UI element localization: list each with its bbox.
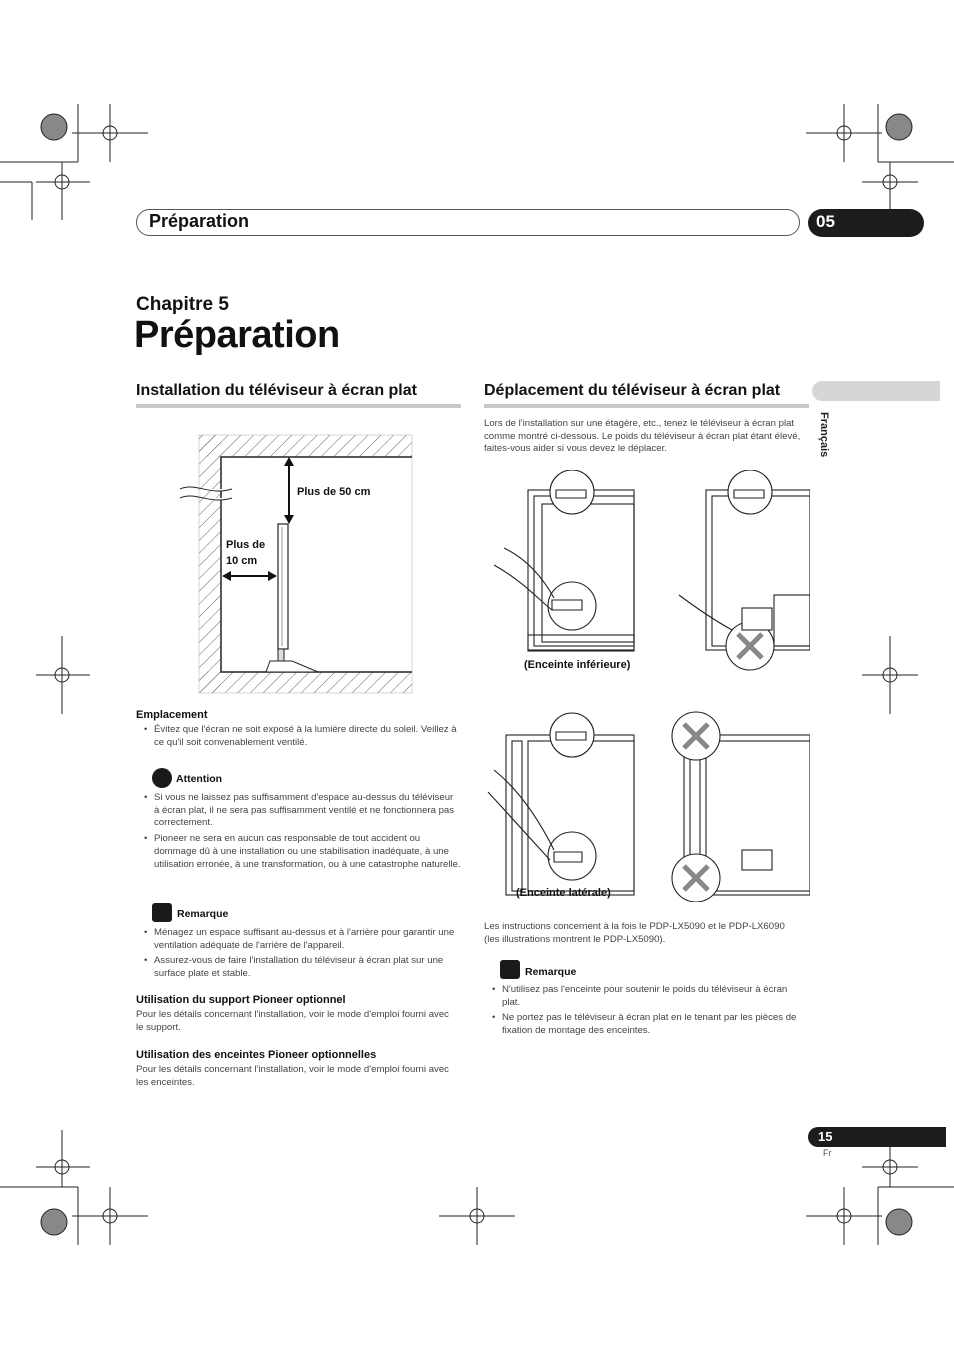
speakers-text: Pour les détails concernant l'installation, voir le mode d'emploi fourni avec les enceintes. <box>136 1064 449 1088</box>
list-item: • Assurez-vous de faire l'installation du téléviseur à écran plat sur une surface plate et stable. <box>136 955 461 980</box>
label-side-clearance-1: Plus de <box>226 539 266 551</box>
remarque-block-right <box>500 960 520 984</box>
section-title-deplacement: Déplacement du téléviseur à écran plat <box>484 382 781 399</box>
list-item: • Évitez que l'écran ne soit exposé à la lumière directe du soleil. Veillez à ce qu'il soit convenablement ventilé. <box>136 724 461 749</box>
list-item: • Si vous ne laissez pas suffisamment d'espace au-dessus du téléviseur à écran plat, il ne sera pas suffisamment ventilé et ne fonctionnera pas correctement. <box>136 792 461 830</box>
list-item: • Pioneer ne sera en aucun cas responsable de tout accident ou dommage dû à une installation ou une stabilisation inadéquate, à une utilisation erronée, à une transformation, ou à une catastrophe naturelle. <box>136 833 461 871</box>
chapter-number: 05 <box>816 212 835 231</box>
list-item: • N'utilisez pas l'enceinte pour soutenir le poids du téléviseur à écran plat. <box>484 984 804 1009</box>
support-text: Pour les détails concernant l'installation, voir le mode d'emploi fourni avec le support. <box>136 1009 449 1033</box>
page-number: 15 <box>818 1129 833 1144</box>
list-item: • Ménagez un espace suffisant au-dessus et à l'arrière pour garantir une ventilation adéquate de l'arrière de l'appareil. <box>136 927 461 952</box>
intro-text: Lors de l'installation sur une étagère, etc., tenez le téléviseur à écran plat comme montré ci-dessous. Le poids du téléviseur à écran plat étant élevé, faites-vous aider si vous devez le déplacer. <box>484 418 801 455</box>
models-note: Les instructions concernent à la fois le PDP-LX5090 et le PDP-LX6090 (les illustrations montrent le PDP-LX5090). <box>484 921 785 945</box>
page-lang-code: Fr <box>823 1148 832 1158</box>
label-top-clearance: Plus de 50 cm <box>297 486 371 498</box>
remarque-list-right <box>484 984 804 1041</box>
emplacement-heading: Emplacement <box>136 709 208 721</box>
section-title-installation: Installation du téléviseur à écran plat <box>136 382 417 399</box>
installation-diagram <box>180 432 415 697</box>
section-rule <box>484 404 809 408</box>
page-title: Préparation <box>134 314 340 356</box>
chapter-label: Chapitre 5 <box>136 294 229 315</box>
remarque-heading-left: Remarque <box>177 908 229 920</box>
remarque-heading-right: Remarque <box>525 966 577 978</box>
emplacement-list <box>136 724 461 752</box>
header-section-title: Préparation <box>149 211 250 231</box>
remarque-list-left <box>136 927 461 984</box>
pencil-note-icon <box>152 903 172 922</box>
language-label: Français <box>818 412 830 458</box>
warning-hand-icon <box>152 768 172 788</box>
list-item: • Ne portez pas le téléviseur à écran plat en le tenant par les pièces de fixation de montage des enceintes. <box>484 1012 804 1037</box>
support-heading: Utilisation du support Pioneer optionnel <box>136 994 346 1006</box>
pencil-note-icon <box>500 960 520 979</box>
caption-side-speaker: (Enceinte latérale) <box>516 887 611 899</box>
remarque-block-left <box>152 903 172 927</box>
caption-bottom-speaker: (Enceinte inférieure) <box>524 659 631 671</box>
attention-heading: Attention <box>176 773 223 785</box>
label-side-clearance-2: 10 cm <box>226 555 258 567</box>
section-rule <box>136 404 461 408</box>
language-tab <box>812 381 940 401</box>
attention-list <box>136 792 461 874</box>
speakers-heading: Utilisation des enceintes Pioneer optionnelles <box>136 1049 377 1061</box>
attention-block <box>152 768 172 793</box>
carrying-illustrations <box>484 470 810 902</box>
